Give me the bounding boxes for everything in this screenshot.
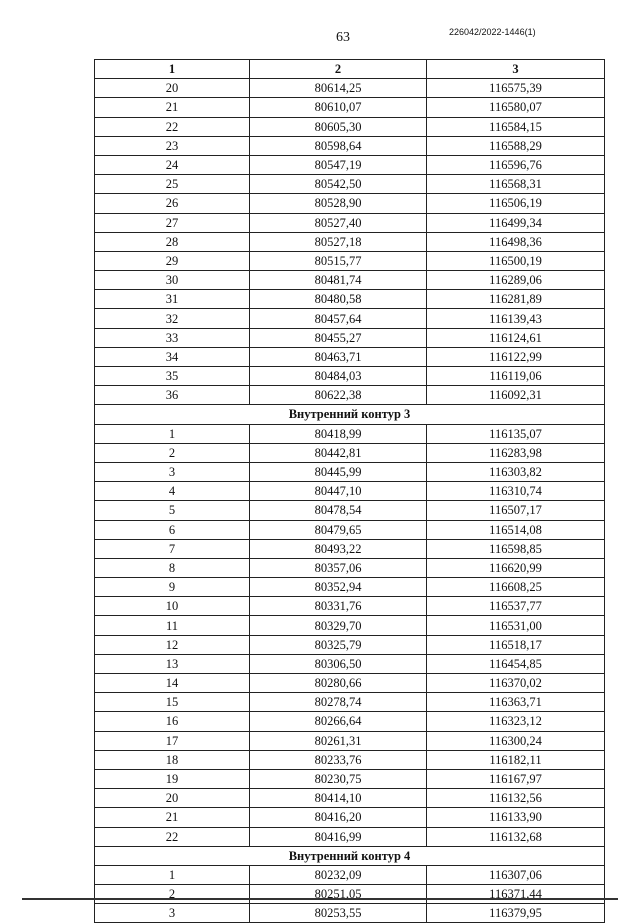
table-row [95,904,605,923]
x-coordinate-cell: 80528,90 [250,194,427,213]
table-row [95,213,605,232]
table-row [95,578,605,597]
coordinates-table [94,59,605,923]
y-coordinate-cell: 116323,12 [427,712,605,731]
table-row [95,328,605,347]
y-coordinate-cell: 116370,02 [427,674,605,693]
y-coordinate-cell: 116092,31 [427,386,605,405]
x-coordinate-cell: 80253,55 [250,904,427,923]
x-coordinate-cell: 80416,99 [250,827,427,846]
y-coordinate-cell: 116283,98 [427,443,605,462]
y-coordinate-cell: 116363,71 [427,693,605,712]
table-row [95,309,605,328]
x-coordinate-cell: 80614,25 [250,79,427,98]
point-number-cell: 21 [95,808,250,827]
x-coordinate-cell: 80515,77 [250,251,427,270]
section-title: Внутренний контур 3 [95,405,605,424]
x-coordinate-cell: 80251,05 [250,885,427,904]
y-coordinate-cell: 116132,56 [427,789,605,808]
x-coordinate-cell: 80542,50 [250,175,427,194]
point-number-cell: 12 [95,635,250,654]
y-coordinate-cell: 116580,07 [427,98,605,117]
x-coordinate-cell: 80455,27 [250,328,427,347]
x-coordinate-cell: 80232,09 [250,865,427,884]
point-number-cell: 3 [95,462,250,481]
table-row [95,693,605,712]
x-coordinate-cell: 80352,94 [250,578,427,597]
y-coordinate-cell: 116620,99 [427,558,605,577]
table-row [95,443,605,462]
y-coordinate-cell: 116133,90 [427,808,605,827]
point-number-cell: 31 [95,290,250,309]
x-coordinate-cell: 80447,10 [250,482,427,501]
table-header-row [95,60,605,79]
x-coordinate-cell: 80547,19 [250,155,427,174]
x-coordinate-cell: 80598,64 [250,136,427,155]
point-number-cell: 2 [95,885,250,904]
y-coordinate-cell: 116300,24 [427,731,605,750]
x-coordinate-cell: 80278,74 [250,693,427,712]
y-coordinate-cell: 116139,43 [427,309,605,328]
y-coordinate-cell: 116596,76 [427,155,605,174]
table-row [95,558,605,577]
point-number-cell: 9 [95,578,250,597]
point-number-cell: 1 [95,865,250,884]
table-row [95,482,605,501]
table-row [95,865,605,884]
y-coordinate-cell: 116310,74 [427,482,605,501]
point-number-cell: 1 [95,424,250,443]
section-row [95,846,605,865]
point-number-cell: 32 [95,309,250,328]
y-coordinate-cell: 116588,29 [427,136,605,155]
point-number-cell: 3 [95,904,250,923]
column-header-1: 1 [95,60,250,79]
x-coordinate-cell: 80414,10 [250,789,427,808]
point-number-cell: 19 [95,769,250,788]
x-coordinate-cell: 80306,50 [250,654,427,673]
y-coordinate-cell: 116598,85 [427,539,605,558]
y-coordinate-cell: 116379,95 [427,904,605,923]
y-coordinate-cell: 116307,06 [427,865,605,884]
document-id: 226042/2022-1446(1) [449,27,536,37]
x-coordinate-cell: 80442,81 [250,443,427,462]
point-number-cell: 29 [95,251,250,270]
y-coordinate-cell: 116124,61 [427,328,605,347]
point-number-cell: 7 [95,539,250,558]
x-coordinate-cell: 80622,38 [250,386,427,405]
point-number-cell: 2 [95,443,250,462]
table-row [95,98,605,117]
table-row [95,769,605,788]
x-coordinate-cell: 80230,75 [250,769,427,788]
table-row [95,501,605,520]
point-number-cell: 28 [95,232,250,251]
point-number-cell: 23 [95,136,250,155]
y-coordinate-cell: 116167,97 [427,769,605,788]
table-row [95,271,605,290]
point-number-cell: 21 [95,98,250,117]
y-coordinate-cell: 116371,44 [427,885,605,904]
table-row [95,750,605,769]
y-coordinate-cell: 116514,08 [427,520,605,539]
table-row [95,539,605,558]
y-coordinate-cell: 116122,99 [427,347,605,366]
footer-divider [22,898,618,900]
table-row [95,808,605,827]
x-coordinate-cell: 80329,70 [250,616,427,635]
table-row [95,827,605,846]
point-number-cell: 8 [95,558,250,577]
y-coordinate-cell: 116281,89 [427,290,605,309]
y-coordinate-cell: 116119,06 [427,367,605,386]
y-coordinate-cell: 116135,07 [427,424,605,443]
x-coordinate-cell: 80325,79 [250,635,427,654]
y-coordinate-cell: 116500,19 [427,251,605,270]
y-coordinate-cell: 116499,34 [427,213,605,232]
table-row [95,424,605,443]
x-coordinate-cell: 80481,74 [250,271,427,290]
y-coordinate-cell: 116289,06 [427,271,605,290]
x-coordinate-cell: 80480,58 [250,290,427,309]
x-coordinate-cell: 80527,18 [250,232,427,251]
table-row [95,635,605,654]
point-number-cell: 26 [95,194,250,213]
table-row [95,136,605,155]
point-number-cell: 34 [95,347,250,366]
table-row [95,117,605,136]
x-coordinate-cell: 80416,20 [250,808,427,827]
section-title: Внутренний контур 4 [95,846,605,865]
table-row [95,367,605,386]
section-row [95,405,605,424]
point-number-cell: 14 [95,674,250,693]
column-header-2: 2 [250,60,427,79]
y-coordinate-cell: 116454,85 [427,654,605,673]
point-number-cell: 30 [95,271,250,290]
table-row [95,462,605,481]
point-number-cell: 5 [95,501,250,520]
point-number-cell: 11 [95,616,250,635]
x-coordinate-cell: 80233,76 [250,750,427,769]
y-coordinate-cell: 116608,25 [427,578,605,597]
table-row [95,155,605,174]
point-number-cell: 20 [95,79,250,98]
x-coordinate-cell: 80261,31 [250,731,427,750]
x-coordinate-cell: 80463,71 [250,347,427,366]
point-number-cell: 24 [95,155,250,174]
point-number-cell: 16 [95,712,250,731]
x-coordinate-cell: 80418,99 [250,424,427,443]
column-header-3: 3 [427,60,605,79]
table-row [95,347,605,366]
point-number-cell: 22 [95,117,250,136]
x-coordinate-cell: 80527,40 [250,213,427,232]
table-row [95,232,605,251]
point-number-cell: 25 [95,175,250,194]
x-coordinate-cell: 80445,99 [250,462,427,481]
point-number-cell: 33 [95,328,250,347]
y-coordinate-cell: 116531,00 [427,616,605,635]
y-coordinate-cell: 116518,17 [427,635,605,654]
point-number-cell: 15 [95,693,250,712]
table-row [95,520,605,539]
point-number-cell: 4 [95,482,250,501]
table-row [95,789,605,808]
y-coordinate-cell: 116506,19 [427,194,605,213]
point-number-cell: 13 [95,654,250,673]
point-number-cell: 27 [95,213,250,232]
y-coordinate-cell: 116575,39 [427,79,605,98]
page-number: 63 [336,30,350,45]
y-coordinate-cell: 116303,82 [427,462,605,481]
y-coordinate-cell: 116568,31 [427,175,605,194]
y-coordinate-cell: 116132,68 [427,827,605,846]
point-number-cell: 36 [95,386,250,405]
y-coordinate-cell: 116507,17 [427,501,605,520]
point-number-cell: 20 [95,789,250,808]
table-row [95,175,605,194]
point-number-cell: 35 [95,367,250,386]
y-coordinate-cell: 116182,11 [427,750,605,769]
table-row [95,654,605,673]
table-row [95,616,605,635]
x-coordinate-cell: 80357,06 [250,558,427,577]
y-coordinate-cell: 116584,15 [427,117,605,136]
table-body [95,79,605,923]
point-number-cell: 22 [95,827,250,846]
table-row [95,712,605,731]
x-coordinate-cell: 80493,22 [250,539,427,558]
x-coordinate-cell: 80280,66 [250,674,427,693]
table-row [95,597,605,616]
y-coordinate-cell: 116537,77 [427,597,605,616]
x-coordinate-cell: 80266,64 [250,712,427,731]
x-coordinate-cell: 80605,30 [250,117,427,136]
table-row [95,79,605,98]
table-row [95,674,605,693]
table-row [95,885,605,904]
x-coordinate-cell: 80478,54 [250,501,427,520]
table-row [95,251,605,270]
table-row [95,194,605,213]
x-coordinate-cell: 80484,03 [250,367,427,386]
y-coordinate-cell: 116498,36 [427,232,605,251]
point-number-cell: 18 [95,750,250,769]
table-row [95,386,605,405]
x-coordinate-cell: 80331,76 [250,597,427,616]
table-row [95,290,605,309]
point-number-cell: 6 [95,520,250,539]
x-coordinate-cell: 80610,07 [250,98,427,117]
x-coordinate-cell: 80457,64 [250,309,427,328]
table-row [95,731,605,750]
x-coordinate-cell: 80479,65 [250,520,427,539]
point-number-cell: 17 [95,731,250,750]
point-number-cell: 10 [95,597,250,616]
